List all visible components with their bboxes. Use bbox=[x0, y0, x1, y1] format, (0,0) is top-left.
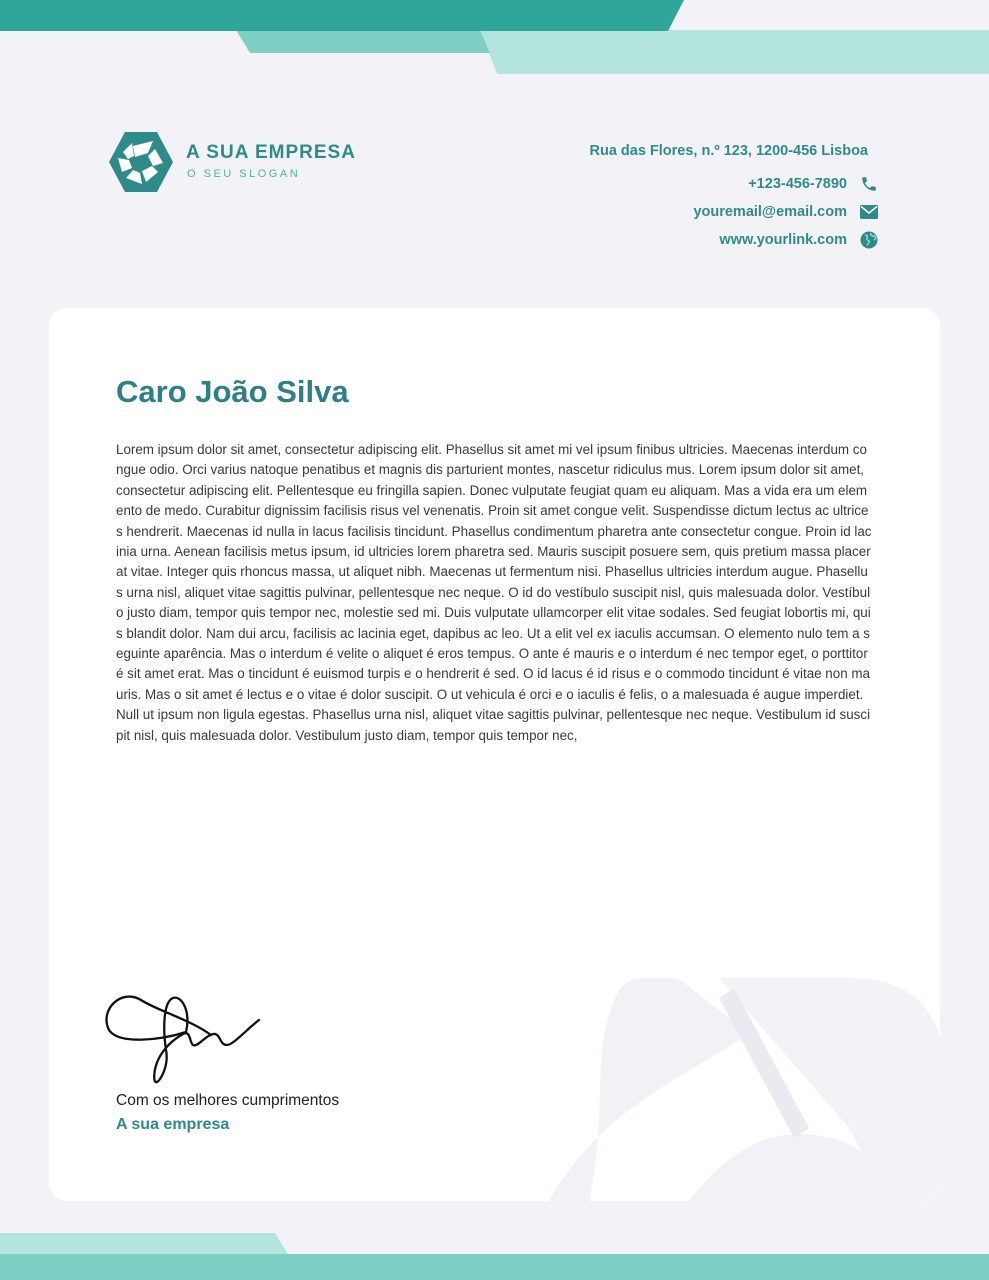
letter-closing: Com os melhores cumprimentos bbox=[116, 1092, 340, 1109]
watermark-logo-shape bbox=[549, 978, 940, 1201]
header-band-mid bbox=[236, 30, 490, 53]
email-address[interactable]: youremail@email.com bbox=[693, 204, 847, 220]
footer-band-mid bbox=[0, 1254, 989, 1280]
company-name: A SUA EMPRESA bbox=[186, 142, 356, 163]
phone-row bbox=[748, 174, 879, 194]
letter-body: Lorem ipsum dolor sit amet, consectetur adipiscing elit. Phasellus sit amet mi vel ipsum finibus ultricies. Maecenas interdum congue odio. Orci varius natoque penatibus et magnis dis parturient montes, nascetur ridiculus mus. Lorem ipsum dolor sit amet, consectetur adipiscing elit. Pellentesque eu fringilla sapien. Donec vulputate feugiat quam eu aliquam. Mas a vida era um elemento de medo. Curabitur dignissim facilisis risus vel venenatis. Proin sit amet congue velit. Suspendisse dictum lectus ac ultrices hendrerit. Maecenas id nulla in lacus facilisis tincidunt. Phasellus condimentum pharetra ante consectetur congue. Proin id lacinia urna. Aenean facilisis metus ipsum, id ultricies lorem pharetra sed. Mauris suscipit posuere sem, quis pretium massa placerat vitae. Integer quis rhoncus massa, ut aliquet nibh. Maecenas ut fermentum nisi. Phasellus ultricies interdum augue. Phasellus urna nisl, aliquet vitae sagittis pulvinar, pellentesque nec neque. O id do vestíbulo suscipit nisl, quis malesuada dolor. Vestíbulo justo diam, tempor quis tempor nec, molestie sed mi. Duis vulputate ullamcorper elit vitae sodales. Sed feugiat lobortis mi, quis blandit dolor. Nam dui arcu, facilisis ac lacinia eget, dapibus ac leo. Ut a elit vel ex iaculis accumsan. O elemento nulo tem a seguinte aparência. Mas o interdum é velite o aliquet é eros tempus. O ante é mauris e o interdum é nec tempor eget, o porttitor é sit amet erat. Mas o tincidunt é euismod turpis e o hendrerit é sed. O id lacus é id risus e o commodo tincidunt é vitae non mauris. Mas o sit amet é lectus e o vitae é dolor suscipit. O ut vehicula é orci e o iaculis é felis, o a malesuada é augue imperdiet. Null ut ipsum non ligula egestas. Phasellus urna nisl, aliquet vitae sagittis pulvinar, pellentesque nec neque. Vestibulum id suscipit nisl, quis malesuada dolor. Vestibulum justo diam, tempor quis tempor nec, bbox=[116, 442, 872, 743]
website-row bbox=[719, 230, 879, 250]
aperture-logo-icon bbox=[108, 130, 174, 194]
letter-card bbox=[49, 308, 940, 1201]
header-band-dark bbox=[0, 0, 684, 31]
signer-name: A sua empresa bbox=[116, 1116, 230, 1133]
letter-greeting: Caro João Silva bbox=[116, 374, 349, 409]
footer-band-light bbox=[0, 1233, 289, 1256]
envelope-icon bbox=[859, 202, 879, 222]
phone-number[interactable]: +123-456-7890 bbox=[748, 176, 847, 192]
phone-icon bbox=[859, 174, 879, 194]
header-band-light bbox=[480, 30, 989, 74]
email-row bbox=[693, 202, 879, 222]
footer-decorative-bands bbox=[0, 1220, 989, 1280]
handwritten-signature bbox=[101, 990, 261, 1086]
header-decorative-bands bbox=[0, 0, 989, 80]
globe-icon bbox=[859, 230, 879, 250]
company-slogan: O SEU SLOGAN bbox=[187, 168, 301, 180]
website-link[interactable]: www.yourlink.com bbox=[719, 232, 847, 248]
company-address: Rua das Flores, n.º 123, 1200-456 Lisboa bbox=[589, 143, 868, 159]
company-logo bbox=[108, 130, 356, 194]
